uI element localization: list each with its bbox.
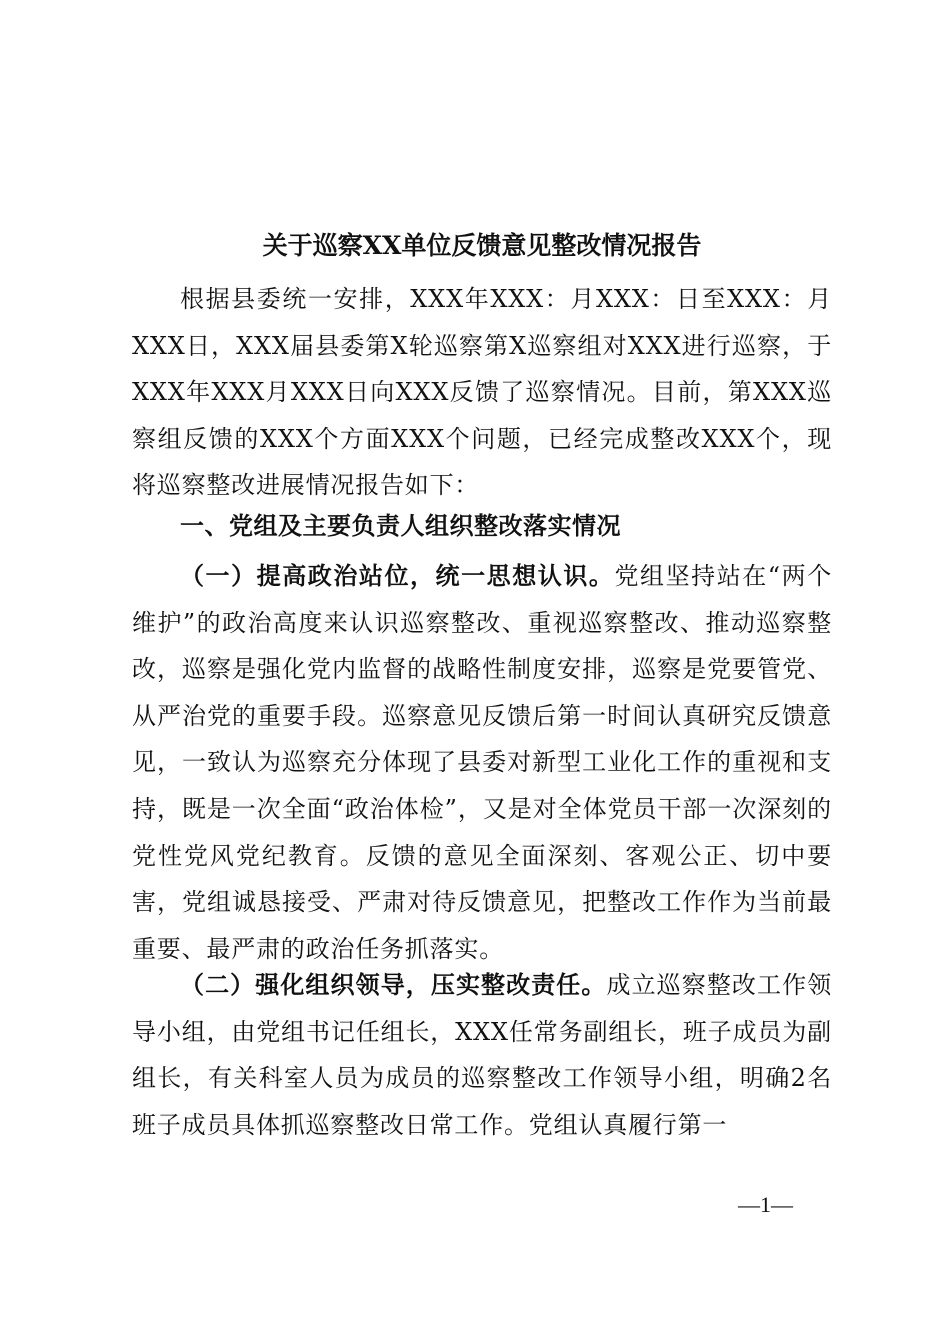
subsection-body: 成立巡察整改工作领导小组，由党组书记任组长，XXX任常务副组长，班子成员为副组长，有关科室人员为成员的巡察整改工作领导小组，明确2名班子成员具体抓巡察整改日常工作。党组认真履行第一 xyxy=(132,971,832,1139)
document-title: 关于巡察XX单位反馈意见整改情况报告 xyxy=(262,231,702,260)
subsection-heading: （二）强化组织领导，压实整改责任。 xyxy=(180,970,607,999)
section-heading: 一、党组及主要负责人组织整改落实情况 xyxy=(180,512,621,540)
subsection-heading: （一）提高政治站位，统一思想认识。 xyxy=(180,561,615,590)
subsection-paragraph xyxy=(132,553,832,972)
page-number: —1— xyxy=(738,1192,793,1217)
subsection-body: 党组坚持站在“两个维护”的政治高度来认识巡察整改、重视巡察整改、推动巡察整改，巡察是强化党内监督的战略性制度安排，巡察是党要管党、从严治党的重要手段。巡察意见反馈后第一时间认真研究反馈意见，一致认为巡察充分体现了县委对新型工业化工作的重视和支持，既是一次全面“政治体检”，又是对全体党员干部一次深刻的党性党风党纪教育。反馈的意见全面深刻、客观公正、切中要害，党组诚恳接受、严肃对待反馈意见，把整改工作作为当前最重要、最严肃的政治任务抓落实。 xyxy=(132,562,832,963)
subsection-paragraph xyxy=(132,962,832,1148)
intro-paragraph: 根据县委统一安排，XXX年XXX：月XXX：日至XXX：月XXX日，XXX届县委第X轮巡察第X巡察组对XXX进行巡察，于XXX年XXX月XXX日向XXX反馈了巡察情况。目前，第XXX巡察组反馈的XXX个方面XXX个问题，已经完成整改XXX个，现将巡察整改进展情况报告如下： xyxy=(132,285,832,500)
